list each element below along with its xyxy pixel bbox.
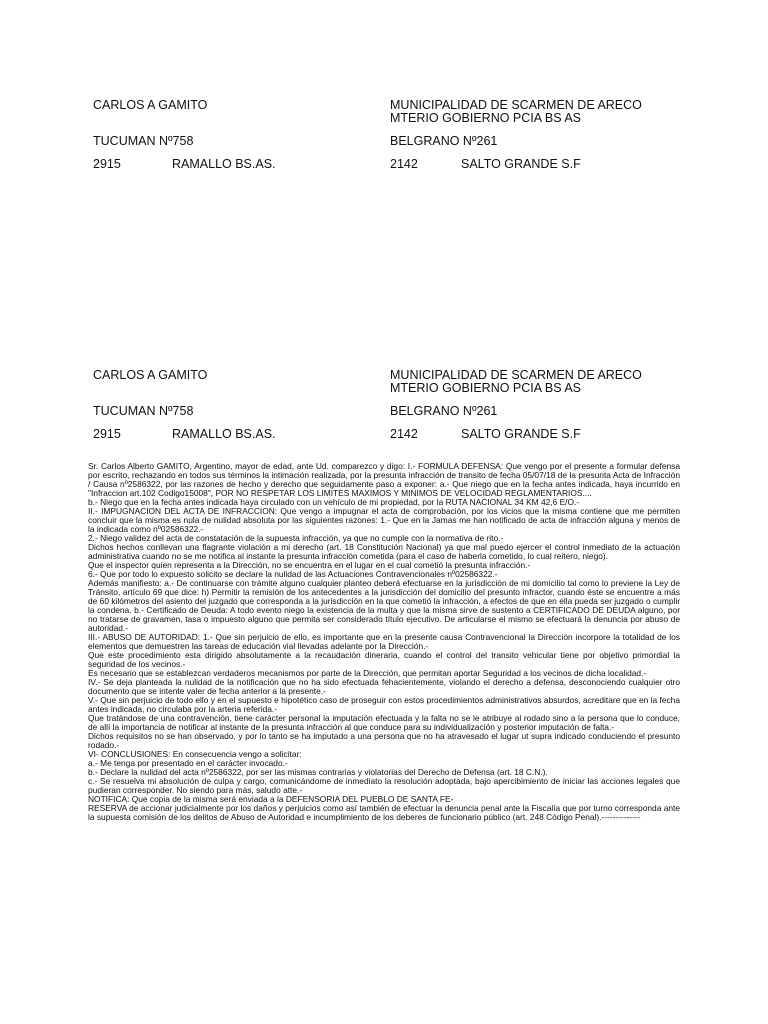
- paragraph: NOTIFICA: Que copia de la misma será enviada a la DEFENSORIA DEL PUEBLO DE SANTA FE-: [88, 794, 454, 804]
- paragraph: a.- Me tenga por presentado en el carácter invocado.-: [88, 758, 288, 768]
- paragraph: VI- CONCLUSIONES: En consecuencia vengo a solicitar:: [88, 749, 302, 759]
- paragraph: Que tratándose de una contravención, tiene carácter personal la imputación efectuada y la falta no se le atribuye al rodado sino a la persona que lo conduce, de allí la importancia de notificar al instante de la presunta infracción al que conduce para su individualización y posterior imputación de falta.-: [88, 713, 680, 732]
- paragraph: 6.- Que por todo lo expuesto solicito se declare la nulidad de las Actuaciones Contravencionales nº02586322.-: [88, 569, 498, 579]
- recipient-zip: 2142: [390, 427, 418, 441]
- paragraph: IV.- Se deja planteada la nulidad de la notificación que no ha sido efectuada fehacientemente, violando el derecho a defensa, desconociendo cualquier otro documento que se intente valer de fecha anterior a la presente.-: [88, 677, 680, 696]
- sender-street: TUCUMAN Nº758: [93, 134, 194, 148]
- paragraph: Es necesario que se establezcan verdaderos mecanismos por parte de la Dirección, que permitan aportar Seguridad a los vecinos de dicha localidad.-: [88, 668, 647, 678]
- paragraph: Dichos hechos conllevan una flagrante violación a mi derecho (art. 18 Constitución Nacional) ya que mal puedo ejercer el control inmediato de la actuación administrativa cuando no se me notifica al instante la presunta infracción cometida (para el caso de haberla cometido, lo cual reitero, niego).: [88, 542, 680, 561]
- paragraph: c.- Se resuelva mi absolución de culpa y cargo, comunicándome de inmediato la resolución adoptada, bajo apercibimiento de iniciar las acciones legales que pudieran corresponder. No siendo para más, saludo atte.-: [88, 776, 680, 795]
- recipient-name-line2: MTERIO GOBIERNO PCIA BS AS: [390, 111, 582, 125]
- sender-zip: 2915: [93, 427, 121, 441]
- paragraph: b.- Declare la nulidad del acta nº2586322, por ser las mismas contrarias y violatorias del Derecho de Defensa (art. 18 C.N.).: [88, 767, 548, 777]
- paragraph: Que el inspector quien representa a la Dirección, no se encuentra en el lugar en el cual cometió la presunta infracción.-: [88, 560, 531, 570]
- recipient-street: BELGRANO Nº261: [390, 134, 498, 148]
- paragraph: RESERVA de accionar judicialmente por los daños y perjuicios como así también de efectuar la denuncia penal ante la Fiscalía que por turno corresponda ante la supuesta comisión de los delitos de Abuso de Autoridad e incumplimiento de los deberes de funcionario público (art. 248 Código Penal).--------------: [88, 803, 680, 822]
- sender-city: RAMALLO BS.AS.: [172, 157, 276, 171]
- sender-city: RAMALLO BS.AS.: [172, 427, 276, 441]
- sender-name: CARLOS A GAMITO: [93, 368, 208, 382]
- recipient-street: BELGRANO Nº261: [390, 404, 498, 418]
- paragraph: Que este procedimiento esta dirigido absolutamente a la recaudación dineraria, cuando el control del transito vehicular tiene por objetivo primordial la seguridad de los vecinos.-: [88, 650, 680, 669]
- recipient-name-line2: MTERIO GOBIERNO PCIA BS AS: [390, 381, 582, 395]
- paragraph: II.- IMPUGNACION DEL ACTA DE INFRACCION: Que vengo a impugnar el acta de comprobación, por los vicios que la misma contiene que me permiten concluir que la misma es nula de nulidad absoluta por las siguientes razones: 1.- Que en la Jamas me han notificado de acta de infracción alguna y menos de la indicada como nº02586322.-: [88, 506, 680, 534]
- sender-name: CARLOS A GAMITO: [93, 98, 208, 112]
- paragraph: Dichos requisitos no se han observado, y por lo tanto se ha imputado a una persona que no ha atravesado el lugar ut supra indicado conduciendo el presunto rodado.-: [88, 731, 680, 750]
- paragraph: Además manifiesto: a.- De continuarse con trámite alguno cualquier planteo deberá efectuarse en la jurisdicción de mi domicilio tal como lo previene la Ley de Tránsito, artículo 69 que dice: h) Permitir la remisión de los antecedentes a la jurisdicción del domicilio del presunto infractor, cuando éste se encuentre a más de 60 kilómetros del asiento del juzgado que corresponda a la jurisdicción en la que cometió la infracción, a efectos de que en ella pueda ser juzgado o cumplir la condena. b.- Certificado de Deuda: A todo evento niego la existencia de la multa y que la misma sirve de sustento a CERTIFICADO DE DEUDA alguno, por no tratarse de gravamen, tasa o impuesto alguno que permita ser considerado título ejecutivo. De articularse el mismo se efectuará la denuncia por abuso de autoridad.-: [88, 578, 680, 633]
- recipient-city: SALTO GRANDE S.F: [461, 157, 581, 171]
- letter-body: [88, 462, 680, 822]
- sender-street: TUCUMAN Nº758: [93, 404, 194, 418]
- sender-zip: 2915: [93, 157, 121, 171]
- recipient-name: MUNICIPALIDAD DE SCARMEN DE ARECO: [390, 98, 642, 112]
- paragraph: V.- Que sin perjuicio de todo ello y en el supuesto e hipotético caso de proseguir con estos procedimientos administrativos absurdos, acreditare que en la fecha antes indicada, no circulaba por la arteria referida.-: [88, 695, 680, 714]
- recipient-name: MUNICIPALIDAD DE SCARMEN DE ARECO: [390, 368, 642, 382]
- paragraph: b.- Niego que en la fecha antes indicada haya circulado con un vehículo de mi propiedad, por la RUTA NACIONAL 34 KM 42,6 E/O.-: [88, 497, 580, 507]
- paragraph: 2.- Niego validez del acta de constatación de la supuesta infracción, ya que no cumple con la normativa de rito.-: [88, 533, 504, 543]
- recipient-city: SALTO GRANDE S.F: [461, 427, 581, 441]
- paragraph: Sr. Carlos Alberto GAMITO, Argentino, mayor de edad, ante Ud. comparezco y digo: I.- FORMULA DEFENSA: Que vengo por el presente a formular defensa por escrito, rechazando en todos sus términos la intimación realizada, por la presunta infracción de transito de fecha 05/07/18 de la presunta Acta de Infracción / Causa nº2586322, por las razones de hecho y derecho que seguidamente paso a exponer: a.- Que niego que en la fecha antes indicada, haya incurrido en "Infraccion art.102 Codigo15008", POR NO RESPETAR LOS LIMITES MAXIMOS Y MINIMOS DE VELOCIDAD REGLAMENTARIOS....: [88, 461, 680, 498]
- recipient-zip: 2142: [390, 157, 418, 171]
- paragraph: III.- ABUSO DE AUTORIDAD: 1.- Que sin perjuicio de ello, es importante que en la presente causa Contravencional la Dirección incorpore la totalidad de los elementos que demuestren las tareas de educación vial llevadas adelante por la Dirección.-: [88, 632, 680, 651]
